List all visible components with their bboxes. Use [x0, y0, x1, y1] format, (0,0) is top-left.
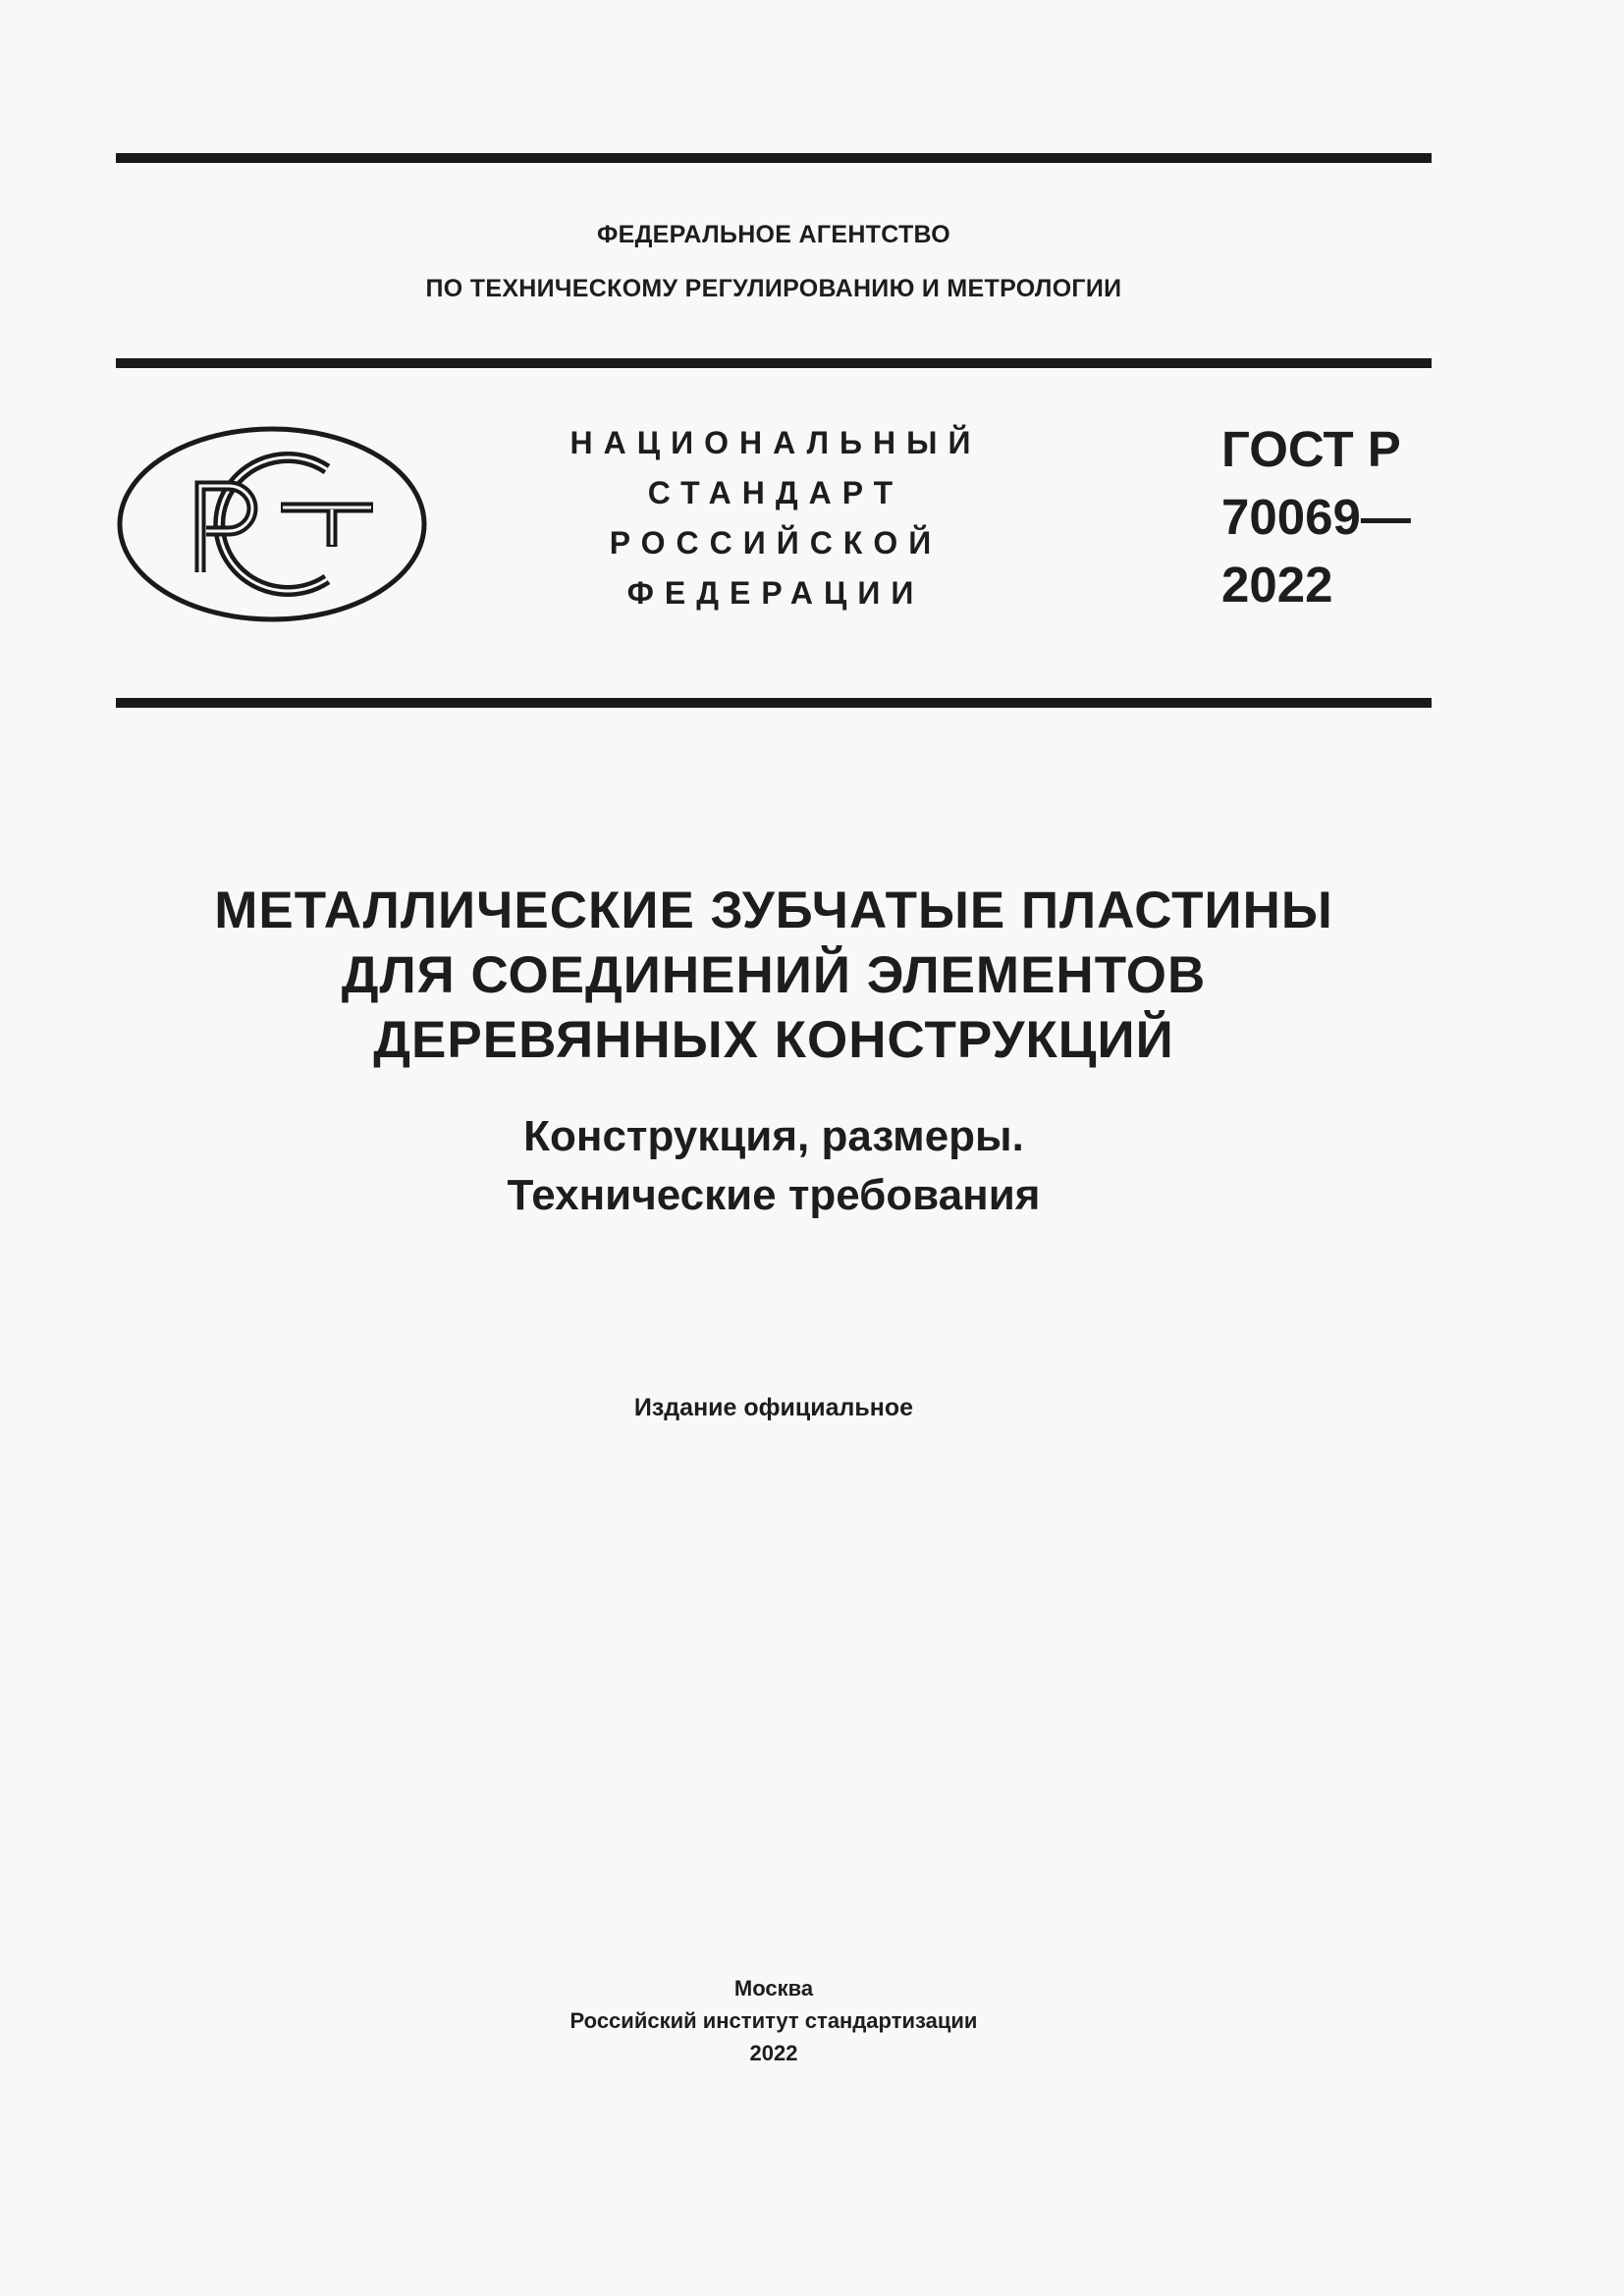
agency-divider-rule: [116, 358, 1432, 368]
agency-name-line-1: ФЕДЕРАЛЬНОЕ АГЕНТСТВО: [596, 221, 951, 248]
standard-type-line-1: НАЦИОНАЛЬНЫЙ: [569, 425, 982, 460]
standard-type-line-4: ФЕДЕРАЦИИ: [626, 575, 925, 611]
top-rule: [116, 153, 1432, 163]
document-title-line-2: ДЛЯ СОЕДИНЕНИЙ ЭЛЕМЕНТОВ: [341, 946, 1207, 1004]
document-subtitle-line-2: Технические требования: [507, 1171, 1041, 1219]
agency-name-line-2: ПО ТЕХНИЧЕСКОМУ РЕГУЛИРОВАНИЮ И МЕТРОЛОГИИ: [425, 275, 1122, 302]
header-bottom-rule: [116, 698, 1432, 708]
standard-type-line-2: СТАНДАРТ: [647, 475, 904, 510]
document-title-line-1: МЕТАЛЛИЧЕСКИЕ ЗУБЧАТЫЕ ПЛАСТИНЫ: [214, 881, 1333, 939]
edition-note: Издание официальное: [633, 1394, 914, 1421]
standard-type-line-3: РОССИЙСКОЙ: [609, 525, 943, 561]
gost-designation-line-2: 70069—: [1221, 489, 1411, 545]
gost-designation-line-1: ГОСТ Р: [1221, 421, 1401, 477]
gost-designation-line-3: 2022: [1221, 557, 1333, 613]
imprint-publisher: Российский институт стандартизации: [569, 2008, 978, 2033]
imprint-year: 2022: [749, 2041, 798, 2065]
document-subtitle-line-1: Конструкция, размеры.: [523, 1112, 1024, 1160]
rst-logo-icon: [116, 425, 428, 623]
document-title-line-3: ДЕРЕВЯННЫХ КОНСТРУКЦИЙ: [373, 1011, 1174, 1069]
imprint-city: Москва: [733, 1976, 814, 2001]
